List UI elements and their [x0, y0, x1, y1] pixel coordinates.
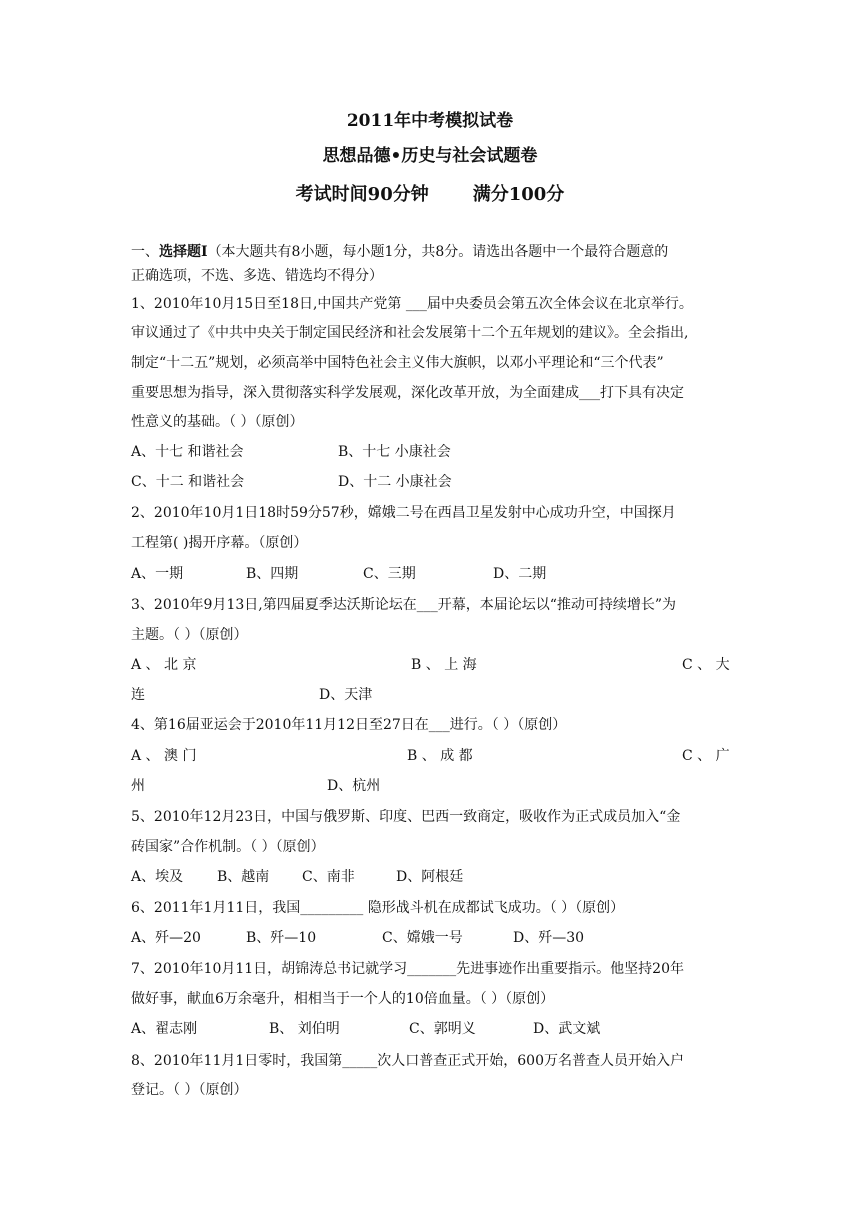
exam-score: 满分100分 — [472, 184, 565, 205]
option-b[interactable]: B 、 成 都 — [407, 748, 473, 764]
option-c[interactable]: C 、 大 — [682, 657, 730, 673]
option-d[interactable]: D、杭州 — [327, 778, 381, 794]
section-desc: （本大题共有8小题，每小题1分，共8分。请选出各题中一个最符合题意的 — [207, 244, 669, 260]
option-c[interactable]: C、南非 — [302, 869, 355, 885]
option-d[interactable]: D、十二 小康社会 — [338, 474, 452, 490]
option-a[interactable]: A、歼—20 — [131, 930, 201, 946]
option-a[interactable]: A 、 北 京 — [131, 657, 197, 673]
option-c[interactable]: C、三期 — [363, 566, 416, 582]
question-2-line-2: 工程第( )揭开序幕。（原创） — [131, 535, 308, 551]
option-b[interactable]: B、 刘伯明 — [269, 1021, 340, 1037]
option-c[interactable]: C、郭明义 — [409, 1021, 476, 1037]
question-4-line-1: 4、第16届亚运会于2010年11月12日至27日在___进行。（ ）（原创） — [131, 717, 567, 733]
exam-time: 考试时间90分钟 — [295, 184, 429, 205]
question-8-line-2: 登记。（ ）（原创） — [131, 1082, 248, 1098]
option-c-cont: 连 — [131, 687, 145, 703]
question-1-line-4: 重要思想为指导，深入贯彻落实科学发展观，深化改革开放，为全面建成___打下具有决定 — [131, 385, 684, 401]
option-d[interactable]: D、歼—30 — [513, 930, 585, 946]
option-d[interactable]: D、阿根廷 — [396, 869, 464, 885]
exam-info — [0, 180, 860, 206]
option-a[interactable]: A、一期 — [131, 566, 184, 582]
exam-subtitle: 思想品德•历史与社会试题卷 — [322, 146, 538, 166]
question-3-line-2: 主题。（ ）（原创） — [131, 627, 248, 643]
question-7-line-2: 做好事，献血6万余毫升，相相当于一个人的10倍血量。（ ）（原创） — [131, 991, 555, 1007]
section-heading: 一、选择题Ⅰ（本大题共有8小题，每小题1分，共8分。请选出各题中一个最符合题意的 — [131, 244, 669, 260]
question-1-line-2: 审议通过了《中共中央关于制定国民经济和社会发展第十二个五年规划的建议》。全会指出, — [131, 325, 689, 341]
question-3-line-1: 3、2010年9月13日,第四届夏季达沃斯论坛在___开幕，本届论坛以“推动可持续增长”为 — [131, 597, 677, 613]
question-1-line-3: 制定“十二五”规划，必须高举中国特色社会主义伟大旗帜，以邓小平理论和“三个代表” — [131, 355, 664, 371]
option-d[interactable]: D、武文斌 — [533, 1021, 601, 1037]
option-b[interactable]: B、歼—10 — [246, 930, 317, 946]
question-1-line-5: 性意义的基础。（ ）（原创） — [131, 414, 304, 430]
option-b[interactable]: B 、 上 海 — [411, 657, 477, 673]
option-b[interactable]: B、十七 小康社会 — [338, 444, 451, 460]
option-a[interactable]: A、翟志刚 — [131, 1021, 198, 1037]
question-6-line-1: 6、2011年1月11日，我国_________ 隐形战斗机在成都试飞成功。（ ）（原创） — [131, 900, 625, 916]
option-c[interactable]: C 、 广 — [682, 748, 730, 764]
question-8-line-1: 8、2010年11月1日零时，我国第_____次人口普查正式开始，600万名普查人员开始入户 — [131, 1053, 684, 1069]
question-1-line-1: 1、2010年10月15日至18日,中国共产党第 ___届中央委员会第五次全体会议在北京举行。 — [131, 296, 693, 312]
option-a[interactable]: A、埃及 — [131, 869, 184, 885]
question-5-line-1: 5、2010年12月23日，中国与俄罗斯、印度、巴西一致商定，吸收作为正式成员加入“金 — [131, 809, 681, 825]
option-a[interactable]: A 、 澳 门 — [131, 748, 197, 764]
section-desc-cont: 正确选项，不选、多选、错选均不得分） — [131, 268, 383, 284]
question-7-line-1: 7、2010年10月11日，胡锦涛总书记就学习_______先进事迹作出重要指示。他坚持20年 — [131, 961, 684, 977]
option-d[interactable]: D、二期 — [493, 566, 547, 582]
option-d[interactable]: D、天津 — [319, 687, 373, 703]
section-label: 选择题Ⅰ — [159, 244, 208, 260]
option-b[interactable]: B、越南 — [217, 869, 270, 885]
option-c[interactable]: C、嫦娥一号 — [382, 930, 463, 946]
option-b[interactable]: B、四期 — [246, 566, 299, 582]
exam-title: 2011年中考模拟试卷 — [346, 111, 514, 131]
option-c-cont: 州 — [131, 778, 145, 794]
option-a[interactable]: A、十七 和谐社会 — [131, 444, 244, 460]
question-5-line-2: 砖国家”合作机制。（ ）（原创） — [131, 839, 325, 855]
question-2-line-1: 2、2010年10月1日18时59分57秒，嫦娥二号在西昌卫星发射中心成功升空，中国探月 — [131, 505, 676, 521]
option-c[interactable]: C、十二 和谐社会 — [131, 474, 245, 490]
